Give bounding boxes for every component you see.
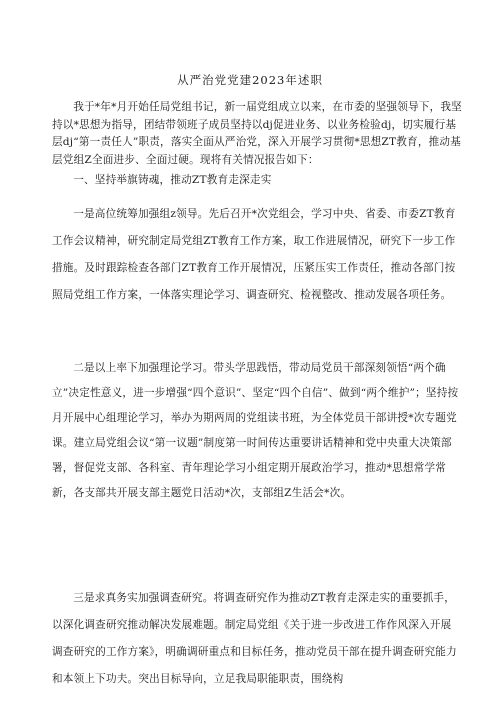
section-heading: 一、坚持举旗铸魂，推动ZT教育走深走实 [73,174,272,186]
paragraph-theory-study: 二是以上率下加强理论学习。带头学思践悟，带动局党员干部深刻领悟“两个确立”决定性意义，进一步增强“四个意识”、坚定“四个自信”、做到“两个维护”；坚持按月开展中心组理论学习，举办为期两周的党组读书班，为全体党员干部讲授*次专题党课。建立局党组会议“第一议题”制度第一时间传达重要讲话精神和党中央重大决策部署，督促党支部、各科室、青年理论学习小组定期开展政治学习，推动*思想常学常新，各支部共开展支部主题党日活动*次，支部组Z生活会*次。 [52,362,459,499]
paragraph-investigation: 三是求真务实加强调查研究。将调查研究作为推动ZT教育走深走实的重要抓手，以深化调查研究推动解决发展难题。制定局党组《关于进一步改进工作作风深入开展调查研究的工作方案》，明确调研重点和目标任务，推动党员干部在提升调查研究能力和本领上下功夫。突出目标导向，立足我局职能职责，围绕构 [52,592,457,685]
paragraph-leadership: 一是高位统筹加强组z领导。先后召开*次党组会，学习中央、省委、市委ZT教育工作会议精神，研究制定局党组ZT教育工作方案，取工作进展情况，研究下一步工作措施。及时跟踪检查各部门ZT教育工作开展情况，压紧压实工作责任，推动各部门按照局党组工作方案，一体落实理论学习、调查研究、检视整改、推动发展各项任务。 [52,208,456,301]
paragraph-intro: 我于*年*月开始任局党组书记，新一届党组成立以来，在市委的坚强领导下，我坚持以*思想为指导，团结带领班子成员坚持以dj促进业务、以业务检验dj，切实履行基层dj“第一责任人”职责，落实全面从严治党，深入开展学习贯彻*思想ZT教育，推动基层党组Z全面进步、全面过硬。现将有关情况报告如下： [52,101,462,166]
document-title: 从严治党党建2023年述职 [177,73,323,87]
